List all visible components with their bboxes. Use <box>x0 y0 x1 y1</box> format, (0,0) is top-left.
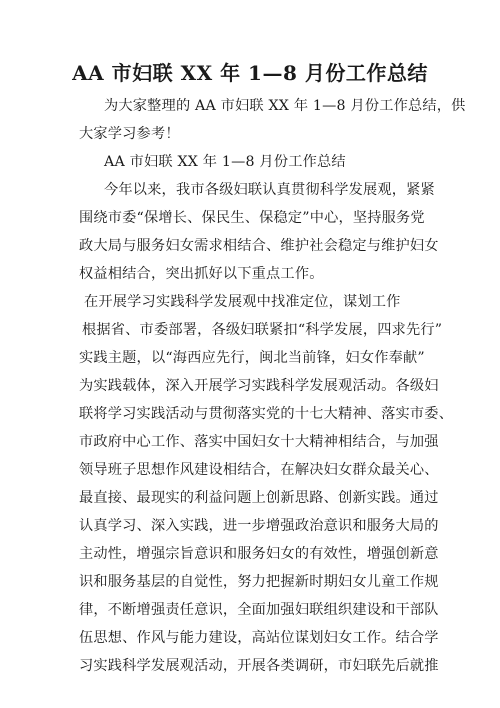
paragraph-line: 主动性，增强宗旨意识和服务妇女的有效性，增强创新意 <box>79 546 439 562</box>
document-title: AA 市妇联 XX 年 1—8 月份工作总结 <box>72 61 428 85</box>
paragraph-line: 为大家整理的 AA 市妇联 XX 年 1—8 月份工作总结，供 <box>104 98 466 114</box>
paragraph-line: 认真学习、深入实践，进一步增强政治意识和服务大局的 <box>79 518 439 534</box>
paragraph-line: 领导班子思想作风建设相结合，在解决妇女群众最关心、 <box>79 462 439 478</box>
paragraph-line: 大家学习参考！ <box>79 126 180 142</box>
paragraph-line: 最直接、最现实的利益问题上创新思路、创新实践。通过 <box>79 490 439 506</box>
paragraph-line: 围绕市委“保增长、保民生、保稳定”中心，坚持服务党 <box>79 210 425 226</box>
paragraph-line: 实践主题，以“海西应先行，闽北当前锋，妇女作奉献” <box>79 350 425 366</box>
paragraph-line: 联将学习实践活动与贯彻落实党的十七大精神、落实市委、 <box>79 406 454 422</box>
section-heading: AA 市妇联 XX 年 1—8 月份工作总结 <box>104 154 346 170</box>
paragraph-line: 习实践科学发展观活动，开展各类调研，市妇联先后就推 <box>79 658 439 674</box>
paragraph-line: 伍思想、作风与能力建设，高站位谋划妇女工作。结合学 <box>79 630 439 646</box>
paragraph-line: 权益相结合，突出抓好以下重点工作。 <box>79 266 324 282</box>
section-heading: 在开展学习实践科学发展观中找准定位，谋划工作 <box>84 294 401 310</box>
paragraph-line: 根据省、市委部署，各级妇联紧扣“科学发展，四求先行” <box>82 322 443 338</box>
paragraph-line: 市政府中心工作、落实中国妇女十大精神相结合，与加强 <box>79 434 439 450</box>
paragraph-line: 律，不断增强责任意识，全面加强妇联组织建设和干部队 <box>79 602 439 618</box>
paragraph-line: 识和服务基层的自觉性，努力把握新时期妇女儿童工作规 <box>79 574 439 590</box>
paragraph-line: 今年以来，我市各级妇联认真贯彻科学发展观，紧紧 <box>104 182 435 198</box>
paragraph-line: 为实践载体，深入开展学习实践科学发展观活动。各级妇 <box>79 378 439 394</box>
paragraph-line: 政大局与服务妇女需求相结合、维护社会稳定与维护妇女 <box>79 238 439 254</box>
